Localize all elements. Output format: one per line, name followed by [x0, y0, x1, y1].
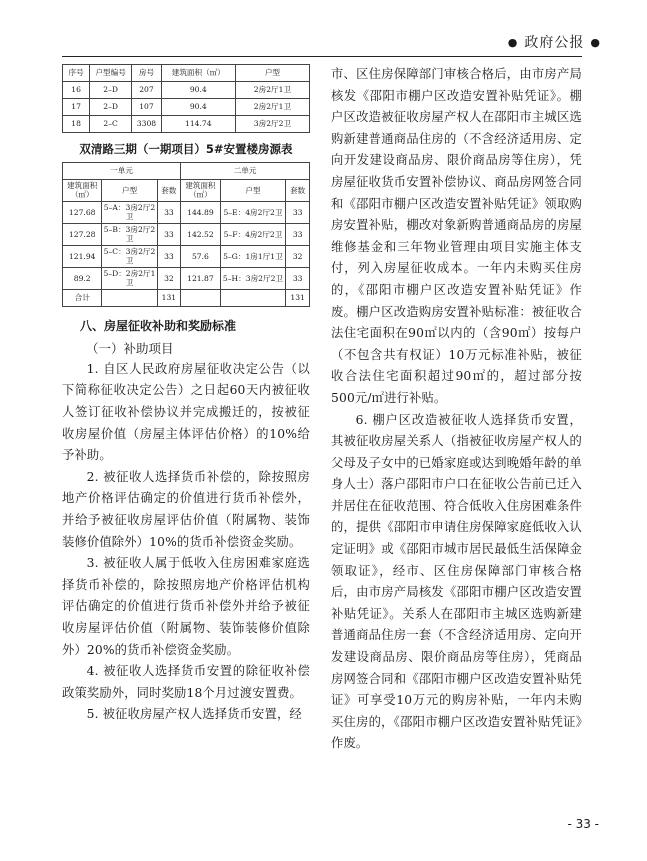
header-title: 政府公报: [524, 35, 585, 51]
table-cell: 2房2厅1卫: [235, 99, 309, 116]
table-cell: 17: [63, 99, 90, 116]
table-cell: 2–D: [90, 82, 132, 99]
table-cell: 33: [286, 267, 310, 289]
table-cell: [220, 289, 286, 306]
table-header-row: [63, 180, 310, 202]
table-cell: 5–C：3房2厅2卫: [103, 246, 156, 266]
table-cell: 32: [286, 245, 310, 267]
table-cell: 89.2: [63, 267, 102, 289]
table-row: [63, 245, 310, 267]
paragraph: 4. 被征收人选择货币安置的除征收补偿政策奖励外，同时奖励18个月过渡安置费。: [62, 664, 310, 700]
header-cell: 户型: [102, 180, 157, 202]
table-row: [63, 116, 310, 133]
table-cell: 33: [286, 201, 310, 223]
table-title: 双清路三期（一期项目）5#安置楼房源表: [79, 142, 293, 156]
total-value: 131: [157, 289, 181, 306]
table-cell: 16: [63, 82, 90, 99]
table-cell: 114.74: [161, 116, 235, 133]
table-cell: 142.52: [181, 223, 220, 245]
table-total-row: [63, 289, 310, 306]
header-cell: 房号: [132, 65, 162, 82]
header-cell: 户型: [220, 180, 286, 202]
table-cell: 5–B：3房2厅2卫: [103, 224, 156, 244]
housing-table-continued: [62, 64, 310, 133]
table-cell: 5–A：3房2厅2卫: [103, 202, 156, 222]
table-cell: 5–H：3房2厅2卫: [220, 267, 286, 289]
table-cell: [181, 289, 220, 306]
header-cell: 户型编号: [90, 65, 132, 82]
table-cell: 2房2厅1卫: [235, 82, 309, 99]
paragraph-continued: 市、区住房保障部门审核合格后，由市房产局核发《邵阳市棚户区改造安置补贴凭证》。棚户区改造被征收房屋产权人在邵阳市主城区选购新建普通商品住房的（不含经济适用房、定向开发建设商品房、限价商品房等住房），凭房屋征收货币安置补偿协议、商品房网签合同和《邵阳市棚户区改造安置补贴凭证》领取购房安置补贴，棚改对象新购普通商品房的房屋维修基金和三年物业管理由项目实施主体支付，列入房屋征收成本。一年内未购买住房的，《邵阳市棚户区改造安置补贴凭证》作废。棚户区改造购房安置补贴标准：被征收合法住宅面积在90㎡以内的（含90㎡）按每户（不包含共有权证）10万元标准补贴，被征收合法住宅面积超过90㎡的，超过部分按500元/㎡进行补贴。: [331, 67, 582, 405]
table-cell: 90.4: [161, 82, 235, 99]
right-column: [331, 64, 582, 755]
table-cell: 121.87: [181, 267, 220, 289]
table-row: [63, 223, 310, 245]
header-rule: [62, 56, 582, 57]
table-cell: 90.4: [161, 99, 235, 116]
table-cell: 3308: [132, 116, 162, 133]
table-cell: 32: [157, 267, 181, 289]
table-cell: 5–G：1房1厅1卫: [220, 245, 286, 267]
paragraph: 5. 被征收房屋产权人选择货币安置，经: [86, 707, 302, 722]
page-number: - 33 -: [567, 817, 599, 831]
page-header: [508, 32, 601, 52]
table-cell: 107: [132, 99, 162, 116]
table-cell: 5–E：4房2厅2卫: [220, 201, 286, 223]
table-header-row: [63, 163, 310, 180]
table-cell: 3房2厅2卫: [235, 116, 309, 133]
header-cell: 序号: [63, 65, 90, 82]
table-cell: 33: [157, 245, 181, 267]
table-cell: [102, 289, 157, 306]
table-cell: 57.6: [181, 245, 220, 267]
table-cell: 2–C: [90, 116, 132, 133]
header-cell: 户型: [235, 65, 309, 82]
table-cell: 144.89: [181, 201, 220, 223]
unit-header: 二单元: [181, 163, 310, 180]
table-header-row: [63, 65, 310, 82]
subsection-title: （一）补助项目: [86, 340, 174, 356]
table-cell: 207: [132, 82, 162, 99]
header-cell: 套数: [157, 180, 181, 202]
table-cell: 18: [63, 116, 90, 133]
table-cell: 33: [157, 223, 181, 245]
table-cell: 33: [157, 201, 181, 223]
header-cell: 建筑面积（㎡）: [181, 180, 220, 202]
header-cell: 套数: [286, 180, 310, 202]
paragraph: 2. 被征收人选择货币补偿的，除按照房地产价格评估确定的价值进行货币补偿外，并给予被征收房屋评估价值（附属物、装饰装修价值除外）10%的货币补偿资金奖励。: [62, 469, 310, 549]
table-cell: 5–F：4房2厅2卫: [220, 223, 286, 245]
header-cell: 建筑面积（㎡）: [161, 65, 235, 82]
table-row: [63, 267, 310, 289]
table-cell: 33: [286, 223, 310, 245]
table-cell: 121.94: [63, 245, 102, 267]
paragraph: 1. 自区人民政府房屋征收决定公告（以下简称征收决定公告）之日起60天内被征收人签订征收补偿协议并完成搬迁的，按被征收房屋价值（房屋主体评估价格）的10%给予补助。: [62, 361, 310, 463]
section-title: 八、房屋征收补助和奖励标准: [80, 318, 237, 333]
bullet-dot-icon: ●: [507, 35, 519, 49]
table-row: [63, 201, 310, 223]
paragraph: 3. 被征收人属于低收入住房困难家庭选择货币补偿的，除按照房地产价格评估机构评估确定的价值进行货币补偿外并给予被征收房屋评估价值（附属物、装饰装修价值除外）20%的货币补偿资金奖励。: [62, 556, 310, 657]
table-row: [63, 99, 310, 116]
total-label: 合计: [63, 289, 102, 306]
table-cell: 5–D：2房2厅1卫: [103, 268, 156, 288]
bullet-dot-icon: ●: [590, 35, 601, 49]
table-cell: 2–D: [90, 99, 132, 116]
paragraph: 6. 棚户区改造被征收人选择货币安置，其被征收房屋关系人（指被征收房屋产权人的父母及子女中的已婚家庭或达到晚婚年龄的单身人士）落户邵阳市户口在征收公告前已迁入并居住在征收范围、符合低收入住房困难条件的，提供《邵阳市申请住房保障家庭低收入认定证明》或《邵阳市城市居民最低生活保障金领取证》，经市、区住房保障部门审核合格后，由市房产局核发《邵阳市棚户区改造安置补贴凭证》。关系人在邵阳市主城区选购新建普通商品住房一套（不含经济适用房、定向开发建设商品房、限价商品房等住房），凭商品房网签合同和《邵阳市棚户区改造安置补贴凭证》可享受10万元的购房补贴，一年内未购买住房的，《邵阳市棚户区改造安置补贴凭证》作废。: [331, 412, 582, 751]
table-cell: 127.28: [63, 223, 102, 245]
housing-source-table: [62, 162, 310, 307]
unit-header: 一单元: [63, 163, 181, 180]
header-cell: 建筑面积（㎡）: [63, 180, 102, 202]
table-cell: 127.68: [63, 201, 102, 223]
left-column: [62, 64, 310, 726]
table-row: [63, 82, 310, 99]
total-value: 131: [286, 289, 310, 306]
